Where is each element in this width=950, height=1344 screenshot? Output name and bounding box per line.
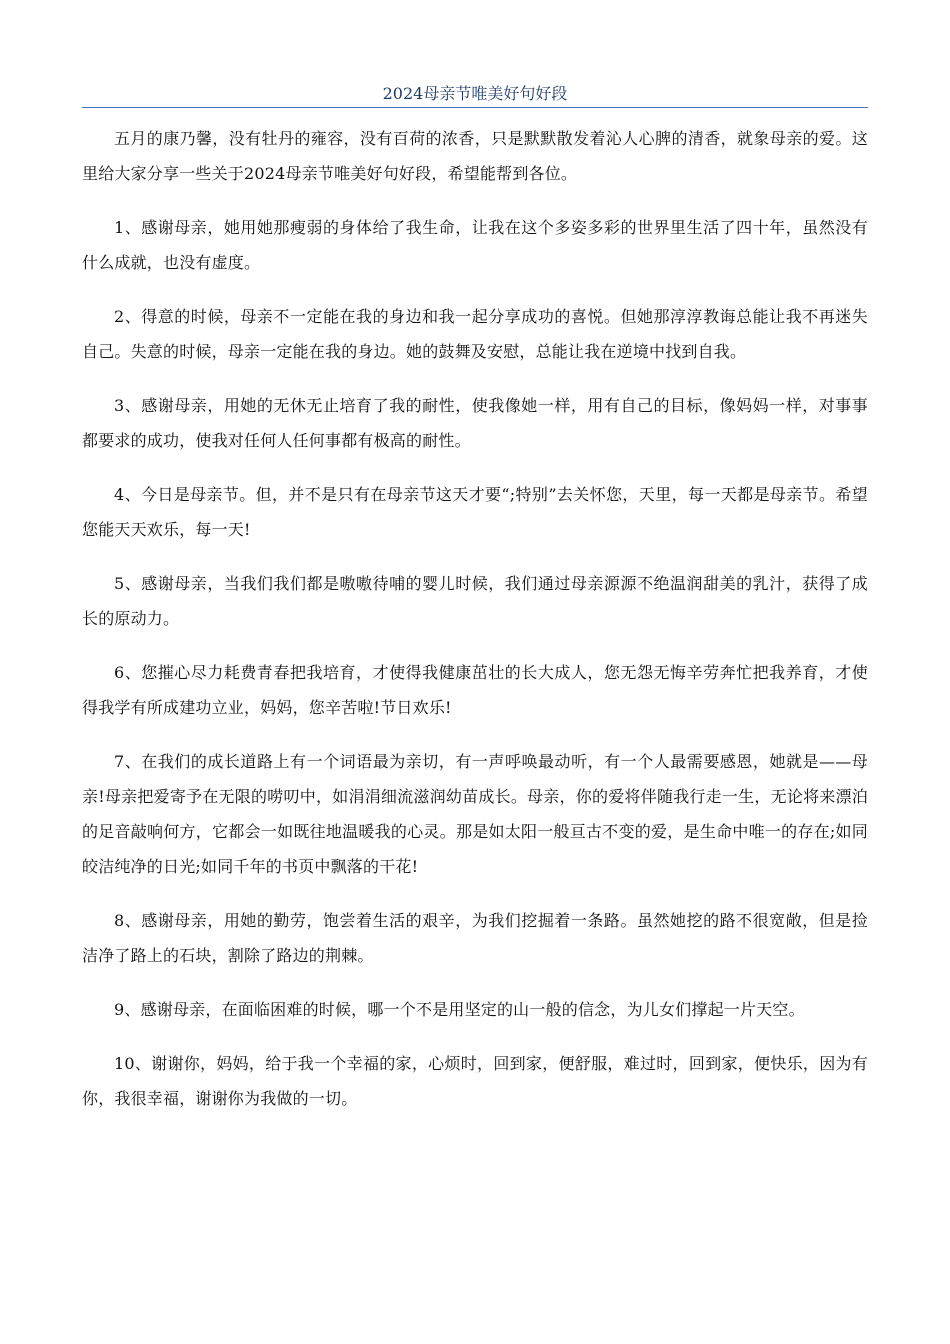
paragraph-8: 8、感谢母亲，用她的勤劳，饱尝着生活的艰辛，为我们挖掘着一条路。虽然她挖的路不很宽敞，但是捡洁净了路上的石块，割除了路边的荆棘。: [82, 911, 868, 965]
paragraph-5: 5、感谢母亲，当我们我们都是嗷嗷待哺的婴儿时候，我们通过母亲源源不绝温润甜美的乳汁，获得了成长的原动力。: [82, 574, 868, 628]
paragraph-intro: 五月的康乃馨，没有牡丹的雍容，没有百荷的浓香，只是默默散发着沁人心脾的清香，就象母亲的爱。这里给大家分享一些关于2024母亲节唯美好句好段，希望能帮到各位。: [82, 129, 868, 183]
paragraph-3: 3、感谢母亲，用她的无休无止培育了我的耐性，使我像她一样，用有自己的目标，像妈妈一样，对事事都要求的成功，使我对任何人任何事都有极高的耐性。: [82, 396, 868, 450]
document-title: 2024母亲节唯美好句好段: [382, 84, 568, 103]
paragraph-6: 6、您摧心尽力耗费青春把我培育，才使得我健康茁壮的长大成人，您无怨无悔辛劳奔忙把我养育，才使得我学有所成建功立业，妈妈，您辛苦啦!节日欢乐!: [82, 663, 868, 717]
paragraph-7: 7、在我们的成长道路上有一个词语最为亲切，有一声呼唤最动听，有一个人最需要感恩，她就是——母亲!母亲把爱寄予在无限的唠叨中，如涓涓细流滋润幼苗成长。母亲，你的爱将伴随我行走一生，无论将来漂泊的足音敲响何方，它都会一如既往地温暖我的心灵。那是如太阳一般亘古不变的爱，是生命中唯一的存在;如同皎洁纯净的日光;如同千年的书页中飘落的干花!: [82, 752, 868, 876]
paragraph-9: 9、感谢母亲，在面临困难的时候，哪一个不是用坚定的山一般的信念，为儿女们撑起一片天空。: [114, 1000, 805, 1019]
paragraph-4: 4、今日是母亲节。但，并不是只有在母亲节这天才要“;特别”去关怀您，天里，每一天都是母亲节。希望您能天天欢乐，每一天!: [82, 485, 868, 539]
title-underline: [82, 107, 868, 108]
paragraph-1: 1、感谢母亲，她用她那瘦弱的身体给了我生命，让我在这个多姿多彩的世界里生活了四十年，虽然没有什么成就，也没有虚度。: [82, 218, 868, 272]
paragraph-2: 2、得意的时候，母亲不一定能在我的身边和我一起分享成功的喜悦。但她那淳淳教诲总能让我不再迷失自己。失意的时候，母亲一定能在我的身边。她的鼓舞及安慰，总能让我在逆境中找到自我。: [82, 307, 868, 361]
paragraph-10: 10、谢谢你，妈妈，给于我一个幸福的家，心烦时，回到家，便舒服，难过时，回到家，便快乐，因为有你，我很幸福，谢谢你为我做的一切。: [82, 1054, 868, 1108]
document-body: [82, 121, 868, 1135]
